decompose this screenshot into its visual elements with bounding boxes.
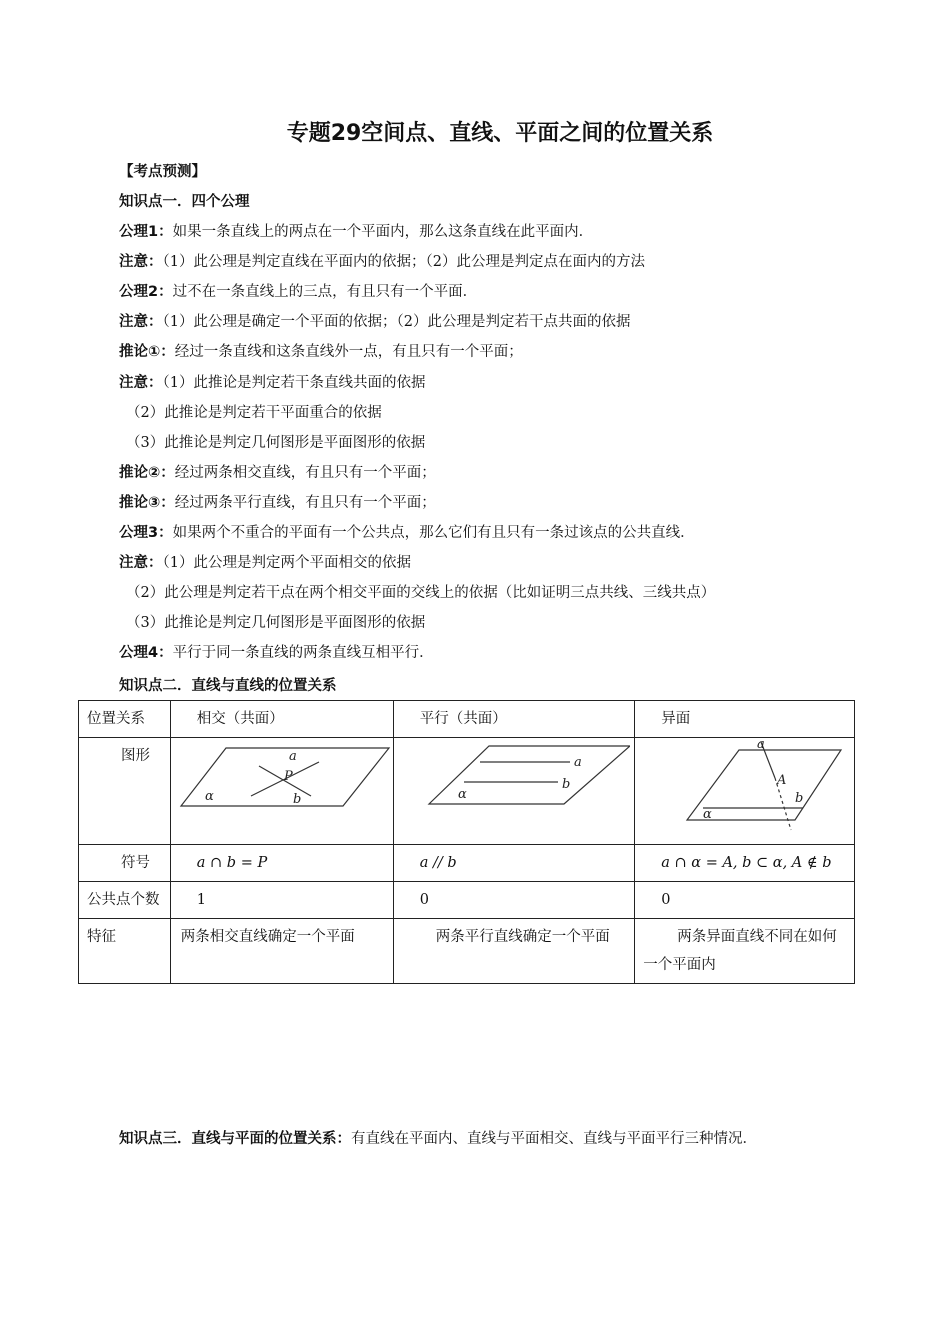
table-header: 异面 <box>635 701 855 738</box>
kp1-line <box>119 551 411 572</box>
label-A: A <box>777 773 787 788</box>
common-cell: 0 <box>635 882 855 919</box>
table-header: 相交（共面） <box>170 701 393 738</box>
kp1-heading: 知识点一．四个公理 <box>119 194 250 210</box>
label-b: b <box>561 777 571 792</box>
kp1-line <box>126 611 425 632</box>
kp1-line-label: 推论②： <box>119 464 175 481</box>
kp1-line <box>119 641 434 662</box>
skew-lines-diagram <box>635 738 853 834</box>
label-alpha: α <box>204 789 214 804</box>
table-row <box>79 882 855 919</box>
kp1-line-label: 注意： <box>119 374 163 391</box>
kp1-line-label: 注意： <box>119 555 163 572</box>
table-row <box>79 919 855 984</box>
kp1-line <box>126 431 425 452</box>
symbol-cell: a ∩ b = P <box>170 845 393 882</box>
kp1-line-text: （2）此公理是判定若干点在两个相交平面的交线上的依据（比如证明三点共线、三线共点） <box>126 585 716 602</box>
table-row <box>79 845 855 882</box>
intersecting-figure <box>170 738 393 845</box>
common-cell: 1 <box>170 882 393 919</box>
kp1-line-label: 公理1： <box>119 224 173 240</box>
kp1-line-text: （1）此推论是判定若干条直线共面的依据 <box>162 374 426 391</box>
kp1-line-text: 过不在一条直线上的三点，有且只有一个平面． <box>172 284 478 301</box>
kp1-line-text: （3）此推论是判定几何图形是平面图形的依据 <box>126 615 426 632</box>
row-label: 特征 <box>79 919 171 984</box>
label-alpha: α <box>457 787 467 802</box>
kp1-line-text: 经过两条平行直线，有且只有一个平面； <box>174 494 436 511</box>
common-cell: 0 <box>393 882 635 919</box>
feature-cell: 两条异面直线不同在如何一个平面内 <box>635 919 855 984</box>
kp3-heading: 知识点三．直线与平面的位置关系： <box>119 1131 351 1147</box>
kp1-line <box>119 371 425 392</box>
kp1-line-text: 平行于同一条直线的两条直线互相平行． <box>172 645 434 662</box>
kp1-line-text: （1）此公理是确定一个平面的依据；（2）此公理是判定若干点共面的依据 <box>162 314 631 331</box>
kp1-line-label: 公理3： <box>119 525 173 541</box>
label-b: b <box>292 792 302 807</box>
kp1-line <box>119 340 523 361</box>
kp1-line-label: 注意： <box>119 254 163 271</box>
kp1-line-label: 推论③： <box>119 494 175 511</box>
page-title: 专题29空间点、直线、平面之间的位置关系 <box>286 121 714 146</box>
kp3-paragraph <box>119 1127 757 1148</box>
kp1-line-text: 经过两条相交直线，有且只有一个平面； <box>174 464 436 481</box>
table-header: 位置关系 <box>79 701 171 738</box>
kp1-line-text: 经过一条直线和这条直线外一点，有且只有一个平面； <box>174 344 523 361</box>
section-tag: 【考点预测】 <box>119 164 206 180</box>
parallel-lines-diagram <box>394 738 630 834</box>
kp1-line-text: （1）此公理是判定两个平面相交的依据 <box>162 555 411 572</box>
label-a: a <box>288 749 297 764</box>
label-alpha: α <box>703 807 713 822</box>
kp1-line <box>119 220 593 241</box>
skew-figure <box>635 738 855 845</box>
kp1-line <box>126 581 715 602</box>
feature-cell: 两条平行直线确定一个平面 <box>393 919 635 984</box>
kp1-line-label: 推论①： <box>119 344 175 361</box>
label-a: a <box>573 755 582 770</box>
kp1-line <box>119 521 695 542</box>
kp1-line <box>119 250 645 271</box>
row-label: 符号 <box>79 845 171 882</box>
kp1-line-text: 如果两个不重合的平面有一个公共点，那么它们有且只有一条过该点的公共直线． <box>172 525 695 541</box>
feature-cell: 两条相交直线确定一个平面 <box>170 919 393 984</box>
row-label: 图形 <box>79 738 171 845</box>
label-b: b <box>795 791 804 806</box>
kp1-line-text: （1）此公理是判定直线在平面内的依据；（2）此公理是判定点在面内的方法 <box>162 254 645 271</box>
symbol-cell: a // b <box>393 845 635 882</box>
kp2-heading: 知识点二．直线与直线的位置关系 <box>119 678 337 694</box>
kp1-line <box>119 461 436 482</box>
position-relation-table <box>78 700 855 984</box>
table-row <box>79 738 855 845</box>
kp1-line <box>119 280 477 301</box>
kp1-line-text: （2）此推论是判定若干平面重合的依据 <box>126 404 382 421</box>
kp1-line-text: （3）此推论是判定几何图形是平面图形的依据 <box>126 434 426 451</box>
kp1-line-label: 公理2： <box>119 284 173 301</box>
kp1-line <box>126 401 382 422</box>
label-a: a <box>757 738 766 752</box>
kp1-line-label: 注意： <box>119 314 163 331</box>
label-P: P <box>283 769 293 784</box>
table-header: 平行（共面） <box>393 701 635 738</box>
kp1-line-label: 公理4： <box>119 645 173 662</box>
kp1-line <box>119 310 630 331</box>
kp1-line <box>119 491 436 512</box>
kp1-line-text: 如果一条直线上的两点在一个平面内，那么这条直线在此平面内． <box>172 224 594 240</box>
parallel-figure <box>393 738 635 845</box>
kp3-text: 有直线在平面内、直线与平面相交、直线与平面平行三种情况． <box>351 1131 757 1147</box>
intersecting-lines-diagram <box>171 738 391 834</box>
symbol-cell: a ∩ α = A, b ⊂ α, A ∉ b <box>635 845 855 882</box>
row-label: 公共点个数 <box>79 882 171 919</box>
table-header-row <box>79 701 855 738</box>
